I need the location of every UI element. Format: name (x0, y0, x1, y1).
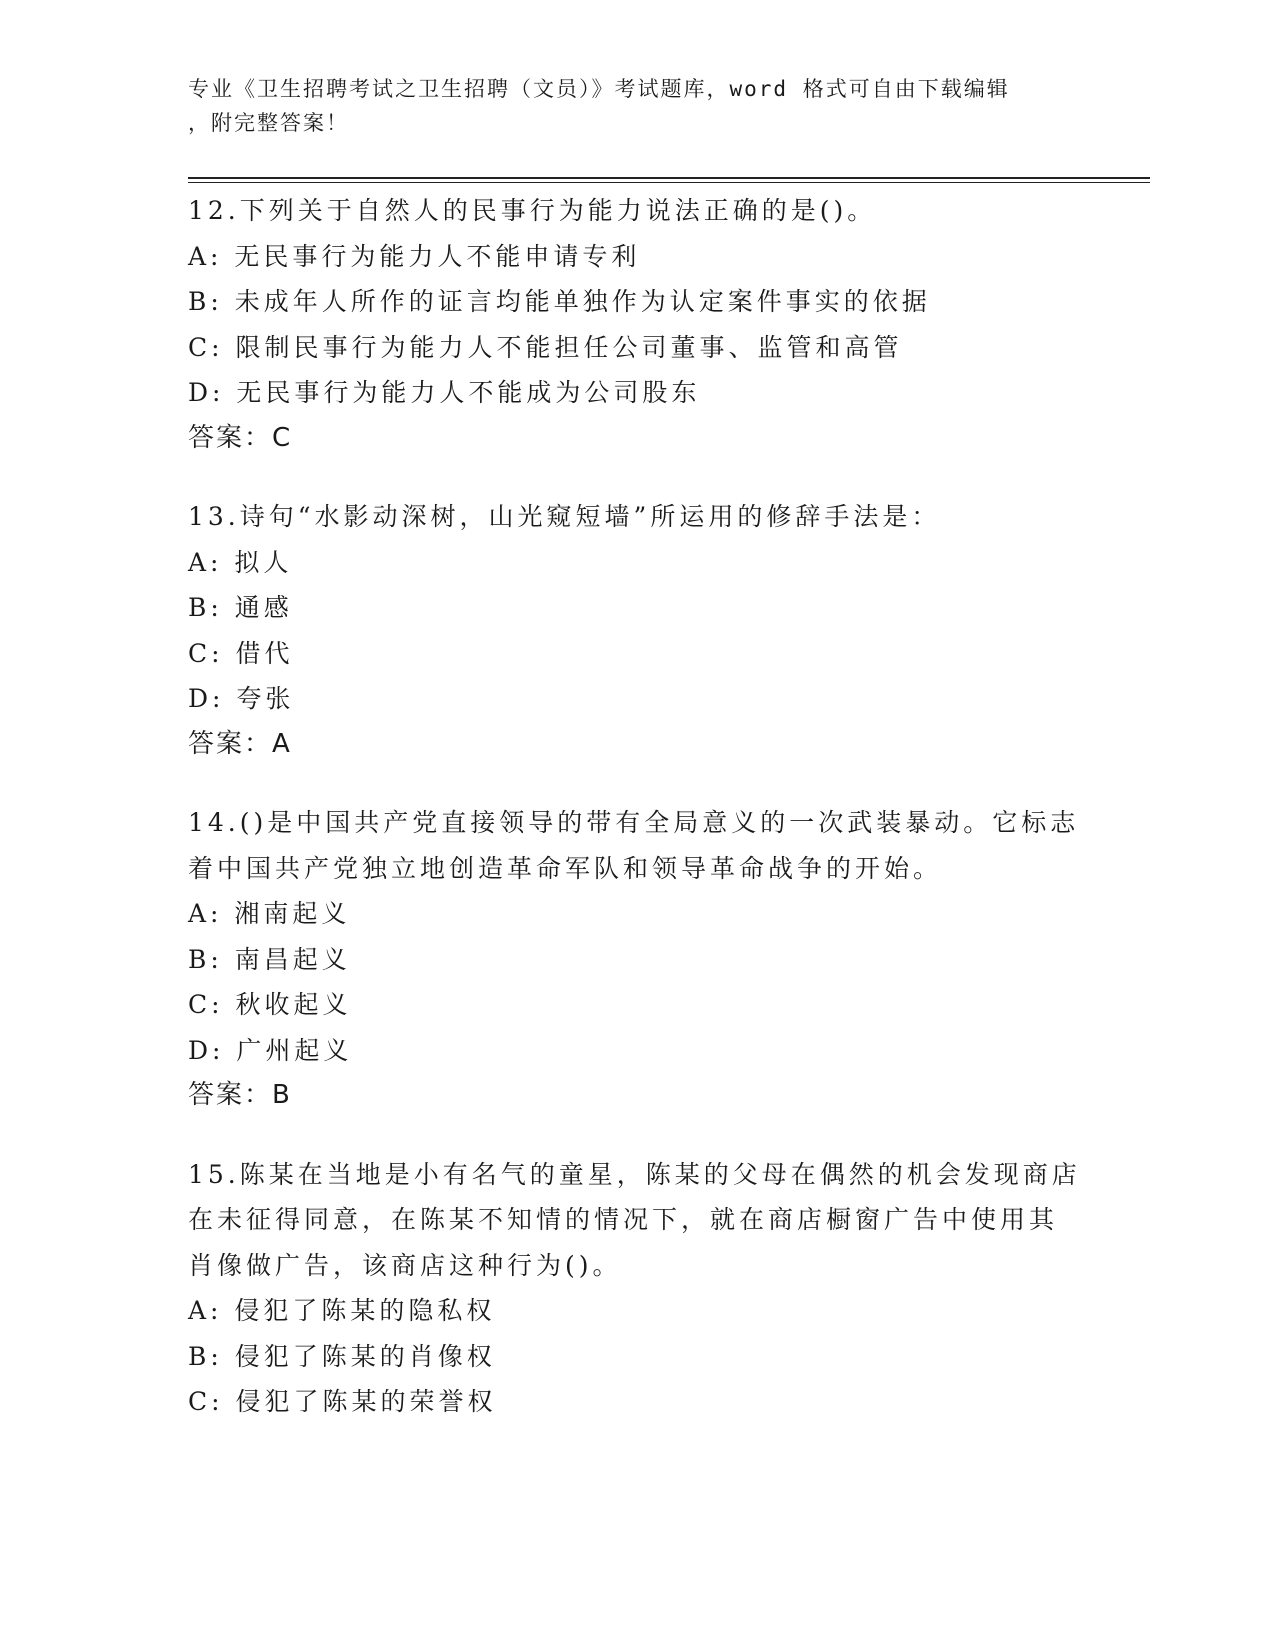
option-d: D: 夸张 (188, 684, 295, 713)
answer-label: 答案：B (188, 1080, 292, 1110)
option-a: A: 侵犯了陈某的隐私权 (188, 1296, 496, 1325)
option-a: A: 无民事行为能力人不能申请专利 (188, 241, 641, 271)
question-stem: 12.下列关于自然人的民事行为能力说法正确的是()。 (188, 196, 877, 225)
question-stem-line-1: 14.()是中国共产党直接领导的带有全局意义的一次武装暴动。它标志 (188, 808, 1080, 837)
question-stem: 13.诗句“水影动深树，山光窥短墙”所运用的修辞手法是： (188, 502, 941, 531)
option-b: B: 侵犯了陈某的肖像权 (188, 1341, 496, 1371)
option-a: A: 湘南起义 (188, 899, 351, 928)
option-b: B: 通感 (188, 593, 293, 622)
question-stem-line-2: 在未征得同意，在陈某不知情的情况下，就在商店橱窗广告中使用其 (188, 1205, 1059, 1234)
question-list (188, 188, 1088, 1458)
option-a: A: 拟人 (188, 547, 293, 577)
header-line-1: 专业《卫生招聘考试之卫生招聘（文员）》考试题库，word 格式可自由下载编辑 (188, 77, 1010, 101)
question-stem-line-1: 15.陈某在当地是小有名气的童星，陈某的父母在偶然的机会发现商店 (188, 1159, 1081, 1189)
answer-label: 答案：A (188, 728, 292, 759)
document-header (188, 72, 1068, 140)
option-b: B: 未成年人所作的证言均能单独作为认定案件事实的依据 (188, 287, 931, 316)
option-c: C: 侵犯了陈某的荣誉权 (188, 1387, 497, 1416)
option-d: D: 广州起义 (188, 1035, 353, 1065)
option-c: C: 限制民事行为能力人不能担任公司董事、监管和高管 (188, 332, 903, 362)
option-c: C: 秋收起义 (188, 990, 352, 1019)
question-13 (188, 494, 1088, 767)
option-d: D: 无民事行为能力人不能成为公司股东 (188, 378, 701, 407)
question-12 (188, 188, 1088, 461)
answer-label: 答案：C (188, 422, 293, 453)
header-divider-thin (188, 182, 1150, 183)
question-15 (188, 1152, 1088, 1425)
option-b: B: 南昌起义 (188, 944, 351, 974)
option-c: C: 借代 (188, 638, 294, 668)
header-line-2: ，附完整答案！ (188, 111, 349, 135)
header-divider-thick (188, 177, 1150, 179)
question-14 (188, 800, 1088, 1119)
question-stem-line-2: 着中国共产党独立地创造革命军队和领导革命战争的开始。 (188, 853, 943, 883)
question-stem-line-3: 肖像做广告，该商店这种行为()。 (188, 1250, 622, 1280)
